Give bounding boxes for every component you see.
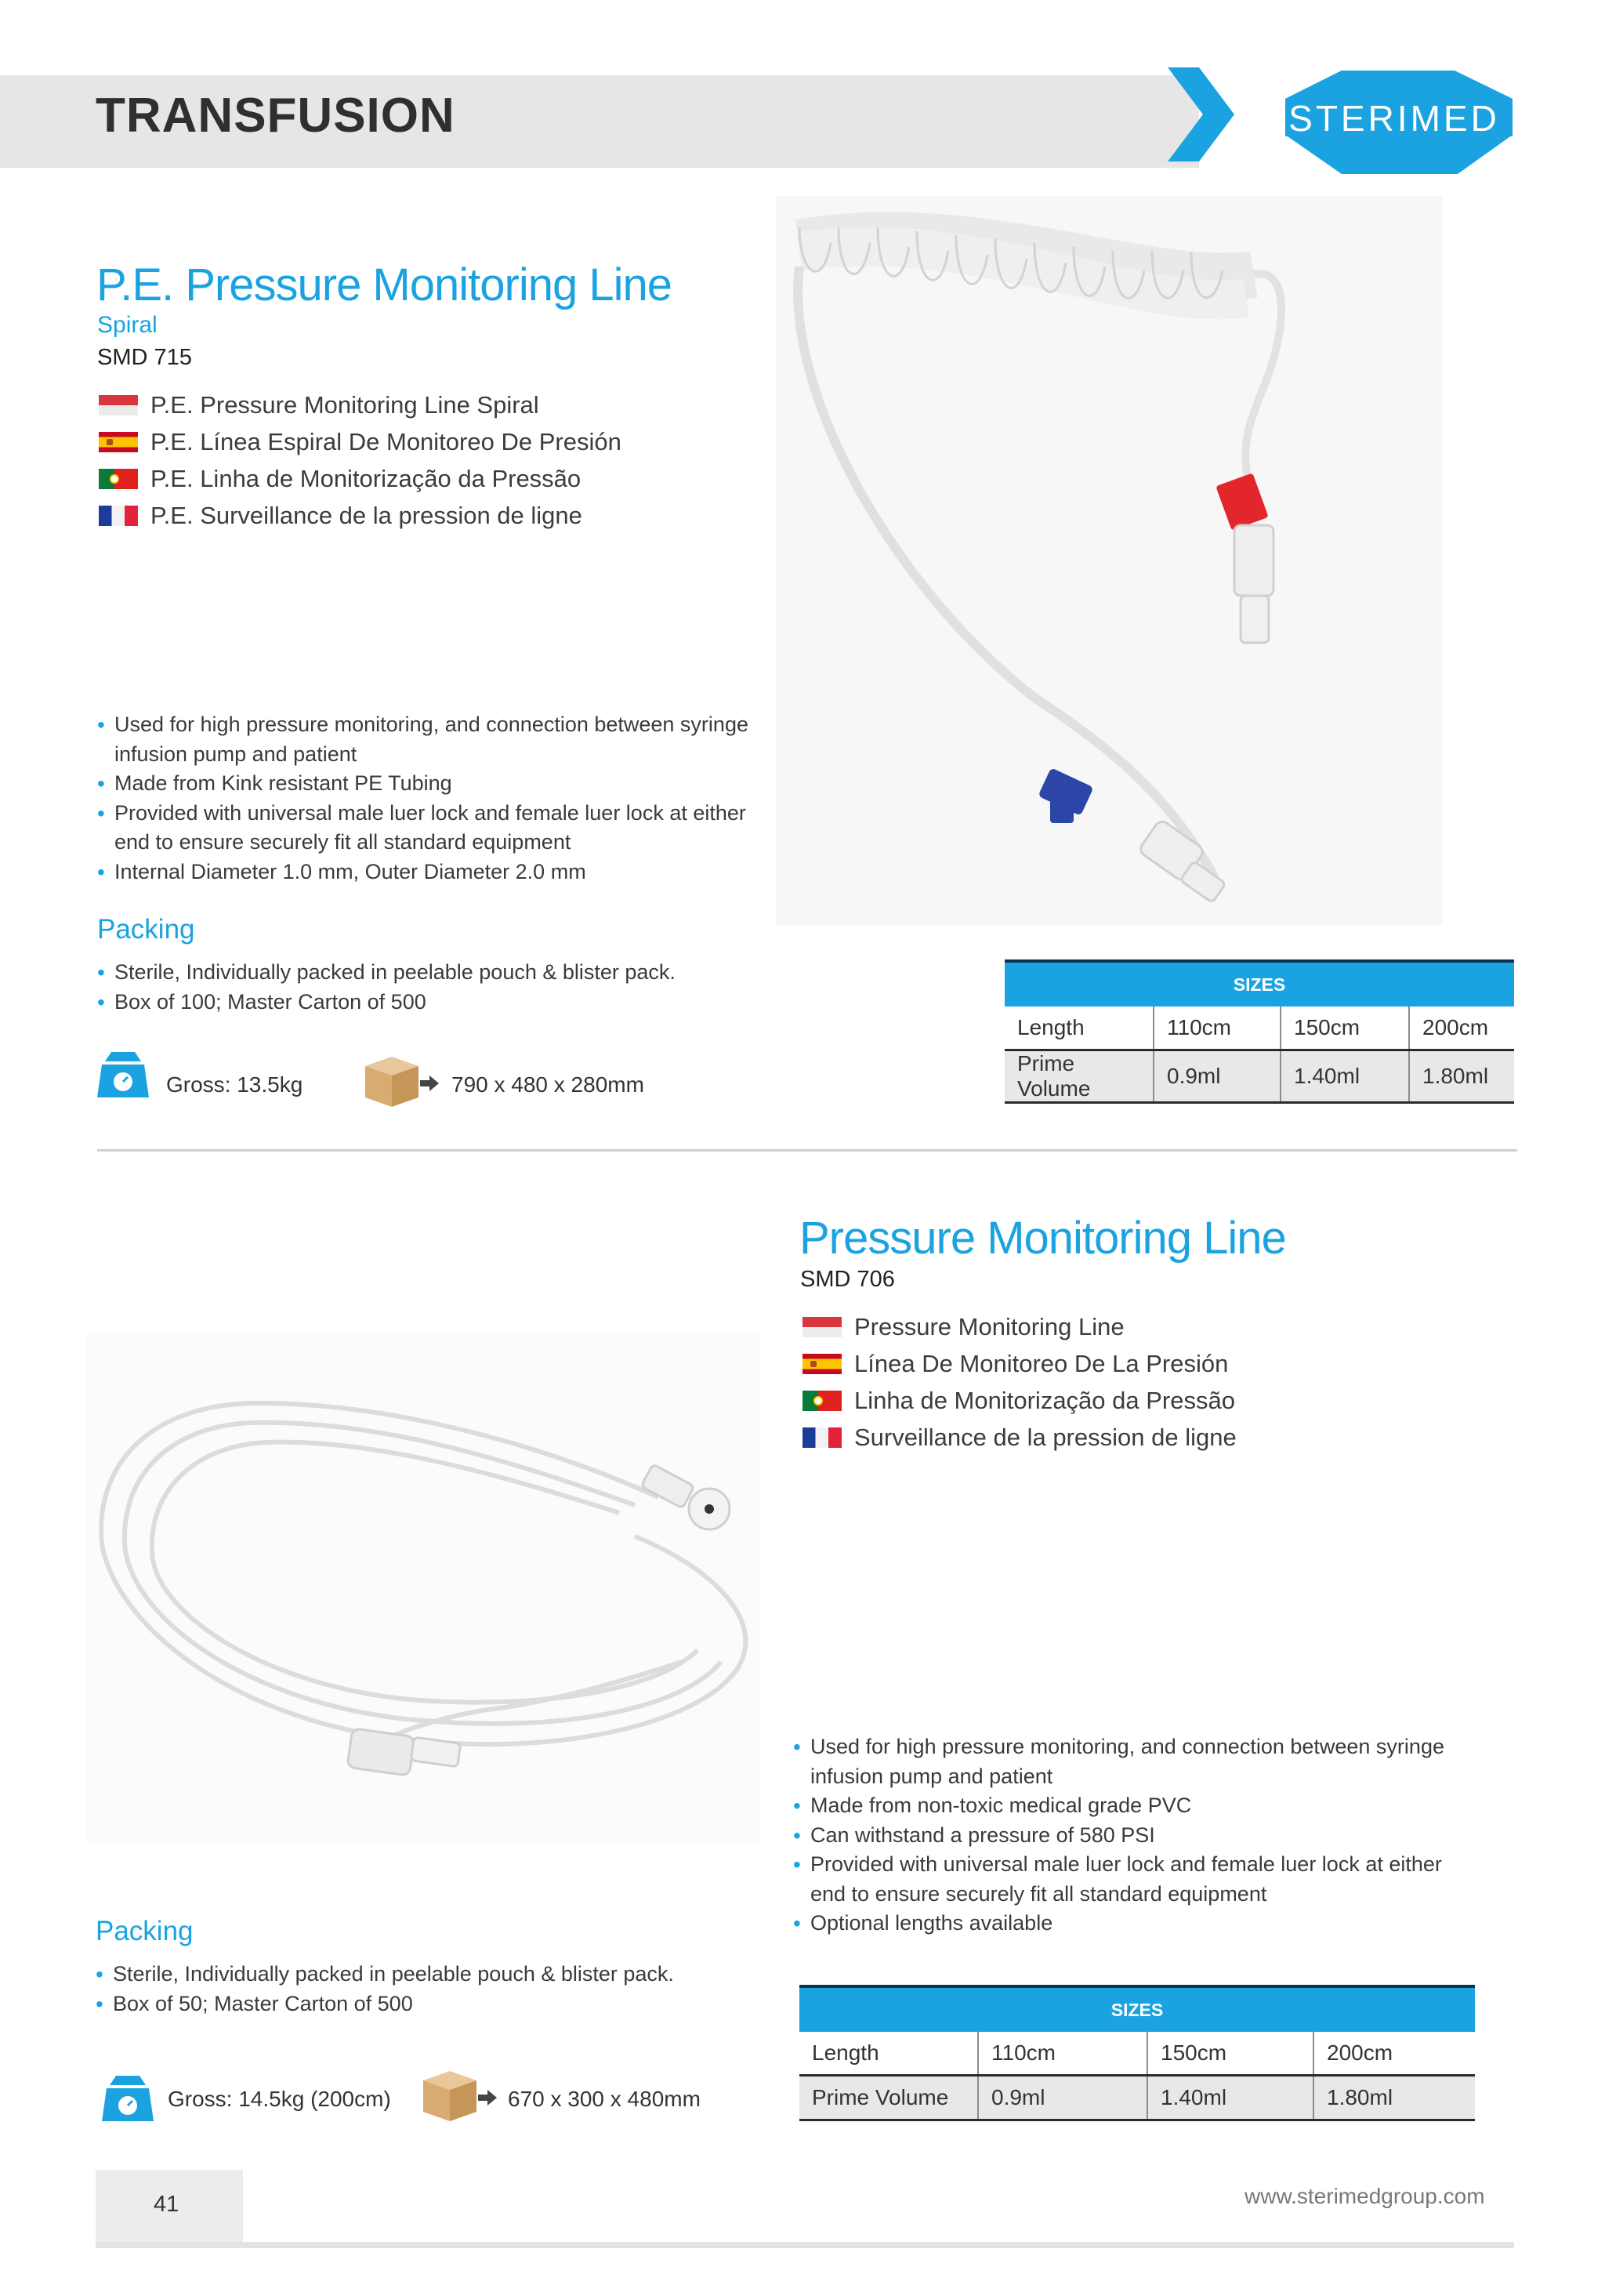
size-cell: 1.40ml xyxy=(1281,1050,1409,1103)
size-cell: 0.9ml xyxy=(1154,1050,1281,1103)
gross-weight: Gross: 13.5kg xyxy=(166,1072,303,1097)
translation-item xyxy=(802,1382,1237,1419)
translation-item xyxy=(802,1419,1237,1456)
weight-scale-icon xyxy=(96,1049,150,1099)
france-flag-icon xyxy=(99,506,138,526)
feature-item: • Made from Kink resistant PE Tubing xyxy=(97,769,755,799)
brand-name: STERIMED xyxy=(1288,98,1500,139)
carton-box-icon xyxy=(362,1052,440,1108)
size-cell: 1.40ml xyxy=(1147,2076,1313,2120)
weight-scale-icon xyxy=(100,2073,155,2123)
packing-list xyxy=(97,958,724,1017)
size-cell: 110cm xyxy=(978,2032,1147,2076)
translations-list xyxy=(99,386,621,534)
row-label: Prime Volume xyxy=(799,2076,978,2120)
spain-flag-icon xyxy=(99,432,138,452)
section-divider xyxy=(97,1149,1517,1152)
uk-flag-icon xyxy=(802,1317,842,1337)
product-code: SMD 715 xyxy=(97,345,192,370)
product-title: P.E. Pressure Monitoring Line xyxy=(96,259,672,310)
uk-flag-icon xyxy=(99,395,138,415)
gross-weight: Gross: 14.5kg (200cm) xyxy=(168,2087,391,2111)
translation-item xyxy=(802,1308,1237,1345)
size-cell: 1.80ml xyxy=(1409,1050,1514,1103)
size-cell: 0.9ml xyxy=(978,2076,1147,2120)
row-label: Length xyxy=(799,2032,978,2076)
table-row xyxy=(799,2076,1475,2120)
translation-text: P.E. Pressure Monitoring Line Spiral xyxy=(150,390,539,419)
feature-item: • Optional lengths available xyxy=(793,1909,1483,1939)
feature-item: • Provided with universal male luer lock and female luer lock at either end to ensure securely fit all standard equipment xyxy=(97,799,755,858)
size-cell: 150cm xyxy=(1147,2032,1313,2076)
feature-list xyxy=(793,1732,1483,1939)
translation-item xyxy=(99,460,621,497)
translation-text: Pressure Monitoring Line xyxy=(854,1312,1125,1340)
feature-item: • Provided with universal male luer lock and female luer lock at either end to ensure securely fit all standard equipment xyxy=(793,1850,1483,1909)
packing-heading: Packing xyxy=(96,1916,194,1946)
packing-heading: Packing xyxy=(97,914,195,945)
carton-dimensions: 790 x 480 x 280mm xyxy=(451,1072,644,1097)
sizes-table xyxy=(799,1985,1475,2121)
size-cell: 200cm xyxy=(1409,1007,1514,1050)
translation-item xyxy=(802,1345,1237,1382)
packing-item: • Sterile, Individually packed in peelable pouch & blister pack. xyxy=(97,958,724,988)
footer-bar xyxy=(96,2242,1514,2248)
feature-item: • Used for high pressure monitoring, and connection between syringe infusion pump and patient xyxy=(793,1732,1483,1791)
translation-text: Linha de Monitorização da Pressão xyxy=(854,1386,1235,1414)
france-flag-icon xyxy=(802,1427,842,1448)
carton-dimensions: 670 x 300 x 480mm xyxy=(508,2087,701,2111)
packing-item: • Box of 100; Master Carton of 500 xyxy=(97,988,724,1017)
feature-item: • Internal Diameter 1.0 mm, Outer Diameter 2.0 mm xyxy=(97,858,755,887)
feature-list xyxy=(97,710,755,887)
packing-list xyxy=(96,1960,723,2019)
sizes-heading: SIZES xyxy=(799,1986,1475,2032)
packing-item: • Box of 50; Master Carton of 500 xyxy=(96,1990,723,2019)
page-number: 41 xyxy=(154,2192,179,2217)
translation-text: Surveillance de la pression de ligne xyxy=(854,1423,1237,1451)
size-cell: 110cm xyxy=(1154,1007,1281,1050)
translation-text: P.E. Surveillance de la pression de ligne xyxy=(150,501,582,529)
product-title: Pressure Monitoring Line xyxy=(799,1213,1286,1264)
portugal-flag-icon xyxy=(802,1391,842,1411)
table-row xyxy=(799,2032,1475,2076)
carton-box-icon xyxy=(420,2066,498,2123)
translation-item xyxy=(99,497,621,534)
table-row xyxy=(1005,1050,1514,1103)
packing-item: • Sterile, Individually packed in peelable pouch & blister pack. xyxy=(96,1960,723,1990)
website-url[interactable]: www.sterimedgroup.com xyxy=(1245,2184,1485,2208)
spain-flag-icon xyxy=(802,1354,842,1374)
sizes-heading: SIZES xyxy=(1005,961,1514,1007)
page-title: TRANSFUSION xyxy=(96,89,455,143)
product-code: SMD 706 xyxy=(800,1267,895,1292)
translation-item xyxy=(99,423,621,460)
feature-item: • Used for high pressure monitoring, and connection between syringe infusion pump and patient xyxy=(97,710,755,769)
size-cell: 150cm xyxy=(1281,1007,1409,1050)
translation-text: P.E. Línea Espiral De Monitoreo De Presión xyxy=(150,427,621,455)
translation-item xyxy=(99,386,621,423)
size-cell: 1.80ml xyxy=(1313,2076,1475,2120)
product-photo-line xyxy=(86,1333,760,1842)
feature-item: • Made from non-toxic medical grade PVC xyxy=(793,1791,1483,1821)
table-row xyxy=(1005,1007,1514,1050)
translation-text: Línea De Monitoreo De La Presión xyxy=(854,1349,1229,1377)
product-photo-spiral xyxy=(776,196,1442,925)
translations-list xyxy=(802,1308,1237,1456)
translation-text: P.E. Linha de Monitorização da Pressão xyxy=(150,464,581,492)
feature-item: • Can withstand a pressure of 580 PSI xyxy=(793,1821,1483,1851)
portugal-flag-icon xyxy=(99,469,138,489)
sizes-table xyxy=(1005,959,1514,1104)
size-cell: 200cm xyxy=(1313,2032,1475,2076)
product-subtitle: Spiral xyxy=(97,312,158,338)
row-label: Length xyxy=(1005,1007,1154,1050)
row-label: Prime Volume xyxy=(1005,1050,1154,1103)
